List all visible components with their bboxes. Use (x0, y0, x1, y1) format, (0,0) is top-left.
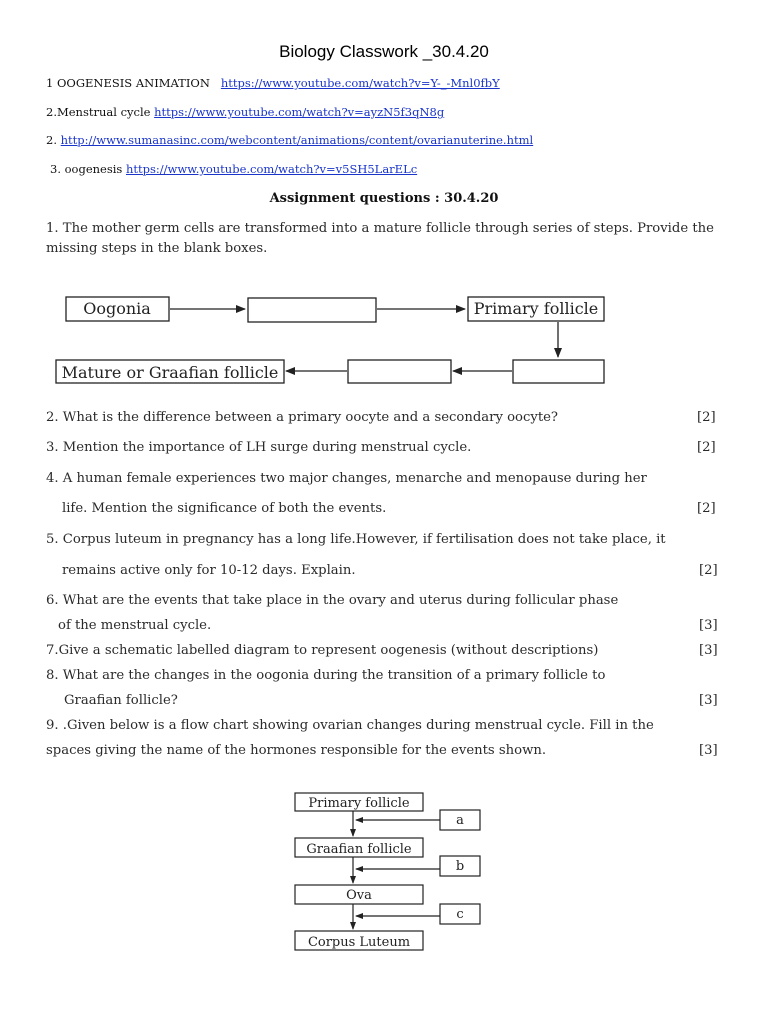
link-line-1 (46, 76, 500, 90)
question-1-line-2: missing steps in the blank boxes. (46, 241, 268, 256)
stage-label: Corpus Luteum (307, 935, 411, 950)
stage-corpus-luteum (295, 931, 423, 950)
assignment-heading: Assignment questions : 30.4.20 (269, 191, 499, 206)
box-label: Primary follicle (473, 299, 599, 318)
question-4-line-2: life. Mention the significance of both the events. (62, 501, 387, 516)
blank-label: a (456, 813, 464, 828)
marks: [2] (697, 501, 716, 516)
question-7: 7.Give a schematic labelled diagram to represent oogenesis (without descriptions) (46, 643, 599, 658)
link-line-3 (46, 133, 533, 147)
box-label: Mature or Graafian follicle (61, 363, 279, 382)
box-oogonia (66, 297, 169, 321)
question-1-line-1: 1. The mother germ cells are transformed into a mature follicle through series of steps. Provide the (46, 221, 714, 236)
link-label: 1 OOGENESIS ANIMATION (46, 76, 210, 90)
stage-primary-follicle (295, 793, 423, 811)
question-3: 3. Mention the importance of LH surge during menstrual cycle. (46, 440, 472, 455)
marks: [2] (697, 410, 716, 425)
link-line-2 (46, 105, 444, 119)
marks: [2] (697, 440, 716, 455)
question-5-line-1: 5. Corpus luteum in pregnancy has a long life.However, if fertilisation does not take place, it (46, 532, 666, 547)
link-label: 2. (46, 133, 57, 147)
link-label: 3. oogenesis (50, 162, 123, 176)
link-label: 2.Menstrual cycle (46, 105, 151, 119)
page-title: Biology Classwork _30.4.20 (279, 42, 489, 61)
box-label: Oogonia (83, 299, 151, 318)
question-6-line-1: 6. What are the events that take place in the ovary and uterus during follicular phase (46, 593, 619, 608)
link-line-4 (50, 162, 417, 176)
question-8-line-1: 8. What are the changes in the oogonia during the transition of a primary follicle to (46, 668, 606, 683)
stage-label: Ova (346, 888, 372, 903)
blank-box-3[interactable] (348, 360, 451, 383)
follicle-flow-diagram (0, 285, 768, 395)
stage-graafian-follicle (295, 838, 423, 857)
marks: [2] (699, 563, 718, 578)
question-6-line-2: of the menstrual cycle. (58, 618, 212, 633)
ovarian-changes-flowchart (280, 785, 500, 960)
hormone-box-c[interactable] (440, 904, 480, 924)
question-4-line-1: 4. A human female experiences two major changes, menarche and menopause during her (46, 471, 647, 486)
question-2: 2. What is the difference between a primary oocyte and a secondary oocyte? (46, 410, 559, 425)
marks: [3] (699, 743, 718, 758)
youtube-link[interactable]: https://www.youtube.com/watch?v=Y-_-Mnl0fbY (220, 76, 500, 90)
stage-ova (295, 885, 423, 904)
box-primary-follicle (468, 297, 604, 321)
blank-box-1[interactable] (248, 298, 376, 322)
blank-label: b (455, 859, 465, 874)
question-9-line-1: 9. .Given below is a flow chart showing ovarian changes during menstrual cycle. Fill in the (46, 718, 654, 733)
marks: [3] (699, 643, 718, 658)
box-mature-graafian-follicle (56, 360, 284, 383)
marks: [3] (699, 618, 718, 633)
sumanas-link[interactable]: http://www.sumanasinc.com/webcontent/animations/content/ovarianuterine.html (60, 133, 534, 147)
youtube-link[interactable]: https://www.youtube.com/watch?v=v5SH5LarELc (126, 162, 418, 176)
hormone-box-a[interactable] (440, 810, 480, 830)
marks: [3] (699, 693, 718, 708)
blank-box-2[interactable] (513, 360, 604, 383)
question-9-line-2: spaces giving the name of the hormones responsible for the events shown. (46, 743, 547, 758)
youtube-link[interactable]: https://www.youtube.com/watch?v=ayzN5f3qN8g (154, 105, 445, 119)
blank-label: c (456, 907, 464, 922)
stage-label: Graafian follicle (306, 842, 412, 857)
stage-label: Primary follicle (308, 796, 410, 811)
hormone-box-b[interactable] (440, 856, 480, 876)
question-5-line-2: remains active only for 10-12 days. Explain. (62, 563, 356, 578)
question-8-line-2: Graafian follicle? (64, 693, 178, 708)
